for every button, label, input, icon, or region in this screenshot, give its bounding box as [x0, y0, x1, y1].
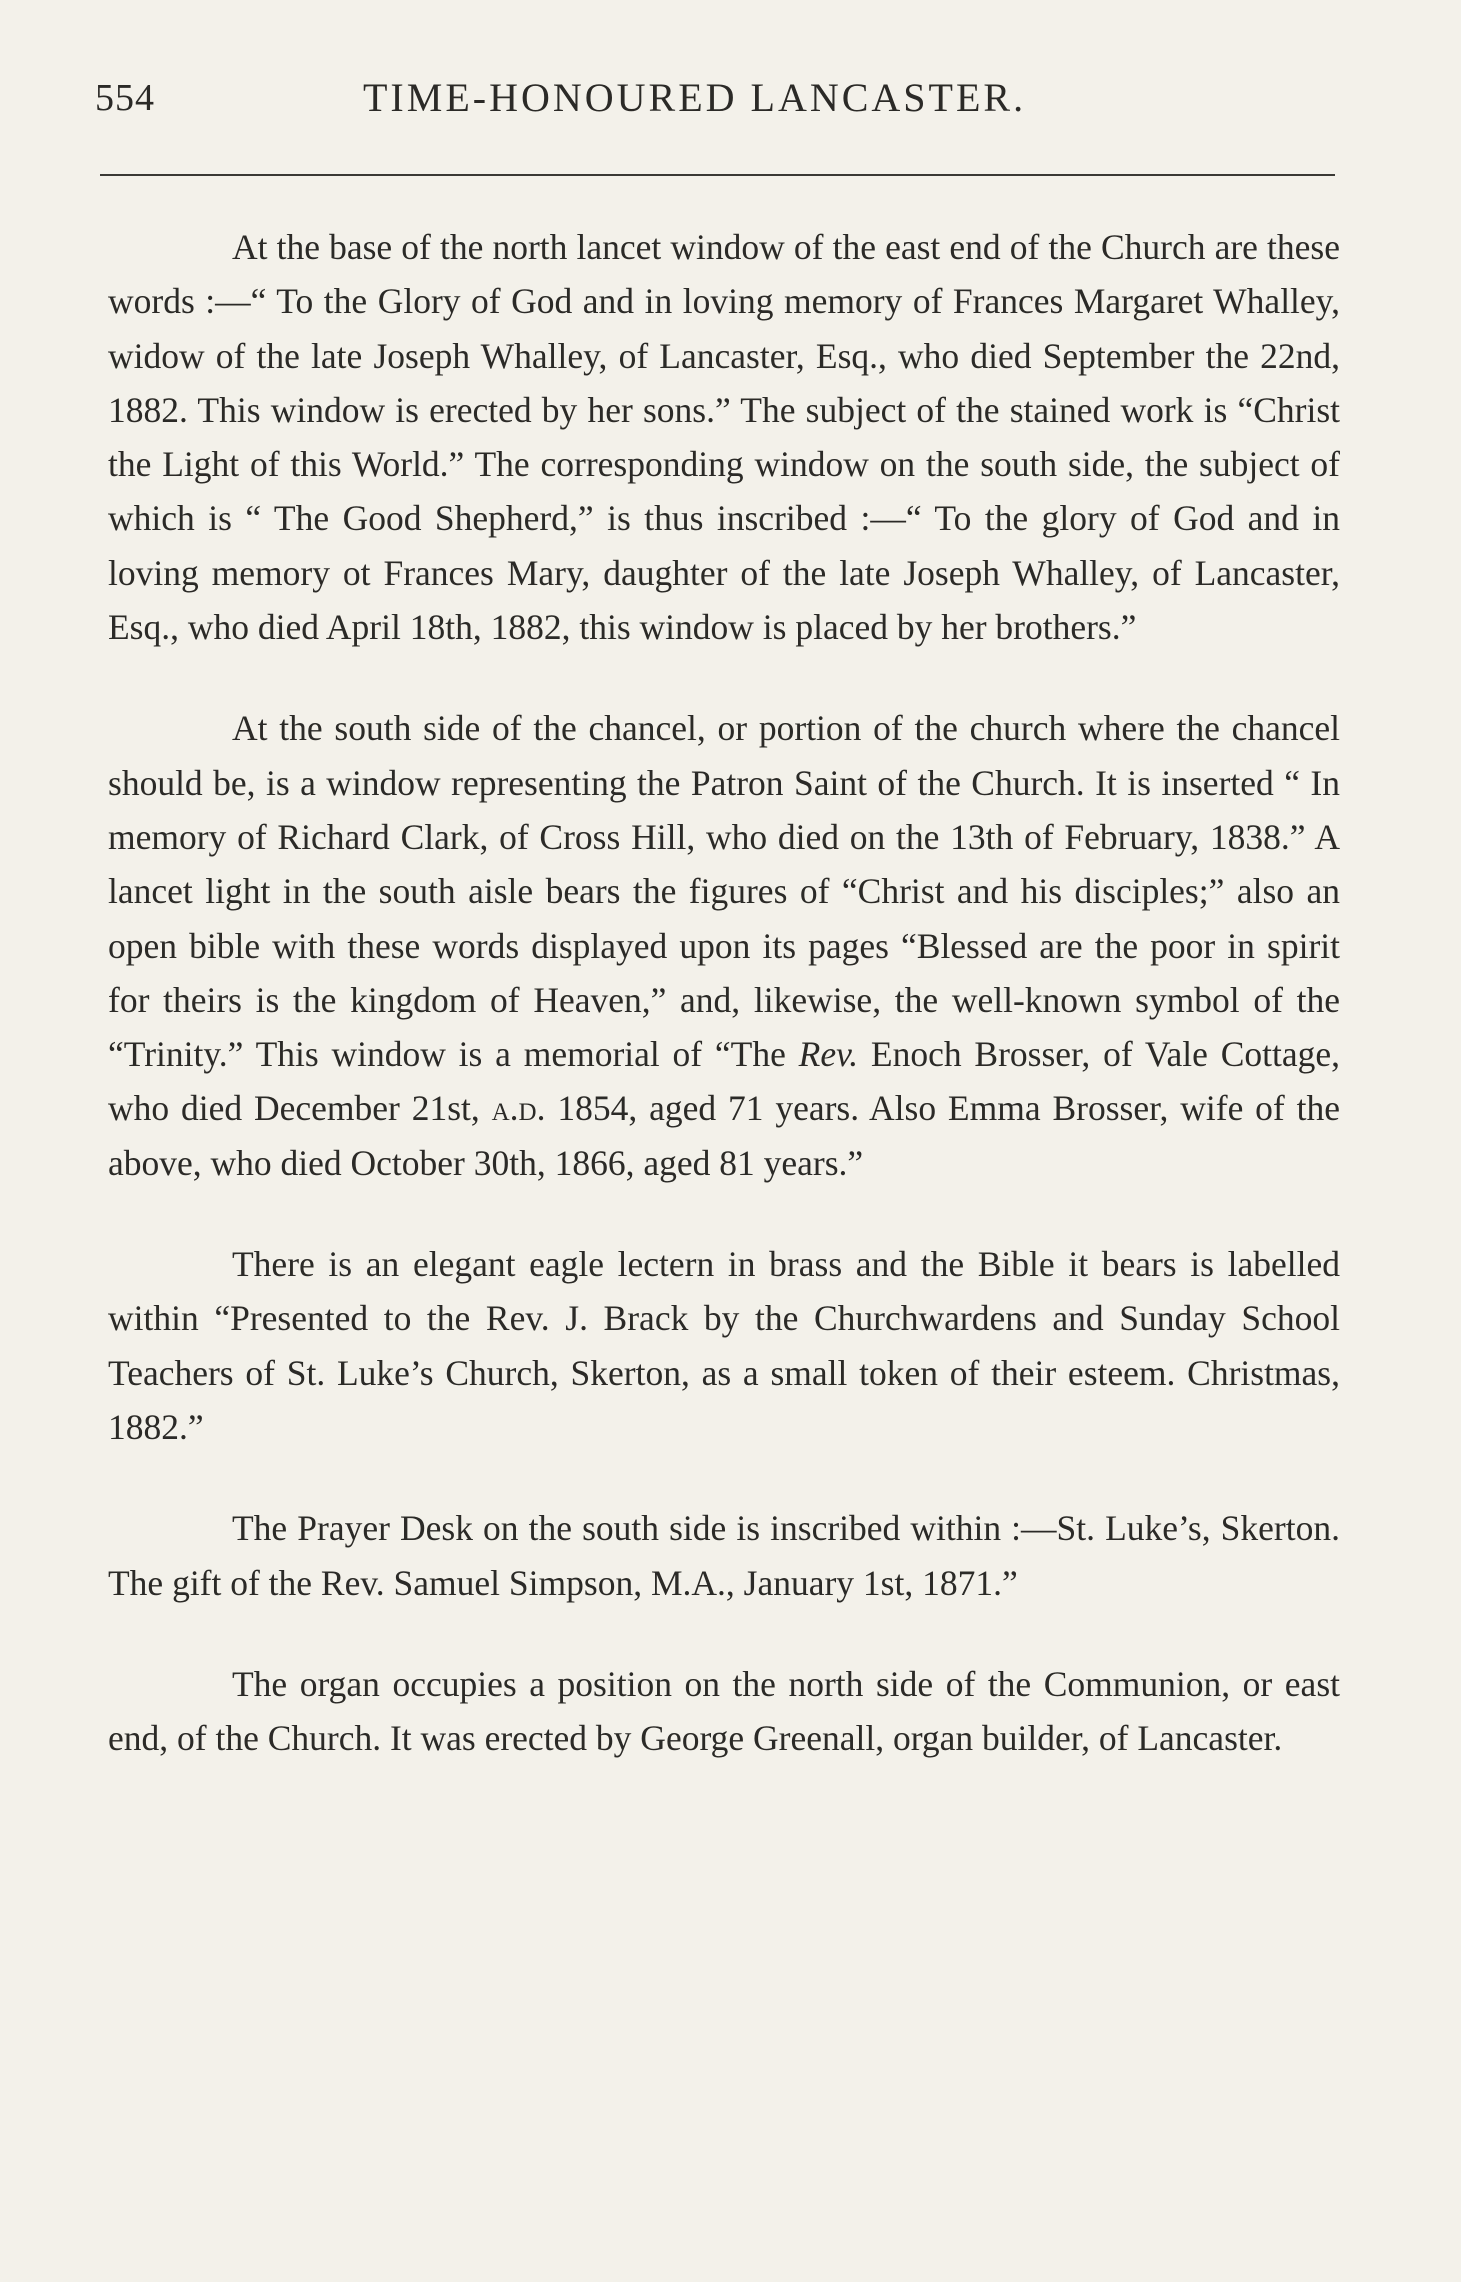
paragraph-text: 1854, aged 71 years. Also Emma Brosser, wife of the above, who died October 30th, 1866, aged 81 years.”: [108, 1088, 1340, 1183]
page-header: [95, 68, 1340, 128]
paragraph-chancel-window: [108, 701, 1340, 1190]
paragraph-organ: [108, 1657, 1340, 1766]
page-number: 554: [95, 77, 155, 119]
paragraph-window-inscriptions: [108, 220, 1340, 654]
italic-abbreviation: Rev.: [798, 1034, 859, 1075]
paragraph-text: There is an elegant eagle lectern in brass and the Bible it bears is labelled within “Presented to the Rev. J. Brack by the Churchwardens and Sunday School Teachers of St. Luke’s Church, Skerton, as a small token of their esteem. Christmas, 1882.”: [108, 1244, 1340, 1447]
paragraph-text: The Prayer Desk on the south side is inscribed within :—St. Luke’s, Skerton. The gift of the Rev. Samuel Simpson, M.A., January 1st, 1871.”: [108, 1508, 1340, 1603]
paragraph-prayer-desk: [108, 1501, 1340, 1610]
paragraph-eagle-lectern: [108, 1237, 1340, 1454]
paragraph-text: Enoch Brosser, of Vale Cottage, who died December 21st,: [108, 1034, 1340, 1129]
paragraph-text: At the south side of the chancel, or portion of the church where the chancel should be, is a window representing the Patron Saint of the Church. It is inserted “ In memory of Richard Clark, of Cross Hill, who died on the 13th of February, 1838.” A lancet light in the south aisle bears the figures of “Christ and his disciples;” also an open bible with these words displayed upon its pages “Blessed are the poor in spirit for theirs is the kingdom of Heaven,” and, likewise, the well-known symbol of the “Trinity.” This window is a memorial of “The: [108, 708, 1340, 1075]
paragraph-text: At the base of the north lancet window of the east end of the Church are these words :—“ To the Glory of God and in loving memory of Frances Margaret Whalley, widow of the late Joseph Whalley, of Lancaster, Esq., who died September the 22nd, 1882. This window is erected by her sons.” The subject of the stained work is “Christ the Light of this World.” The corresponding window on the south side, the subject of which is “ The Good Shepherd,” is thus inscribed :—“ To the glory of God and in loving memory ot Frances Mary, daughter of the late Joseph Whalley, of Lancaster, Esq., who died April 18th, 1882, this window is placed by her brothers.”: [108, 227, 1340, 648]
header-rule: [100, 174, 1335, 176]
page-body: [108, 220, 1340, 1765]
small-caps-era: a.d.: [491, 1088, 546, 1129]
running-title: TIME-HONOURED LANCASTER.: [363, 75, 1027, 120]
paragraph-text: The organ occupies a position on the north side of the Communion, or east end, of the Church. It was erected by George Greenall, organ builder, of Lancaster.: [108, 1663, 1340, 1759]
